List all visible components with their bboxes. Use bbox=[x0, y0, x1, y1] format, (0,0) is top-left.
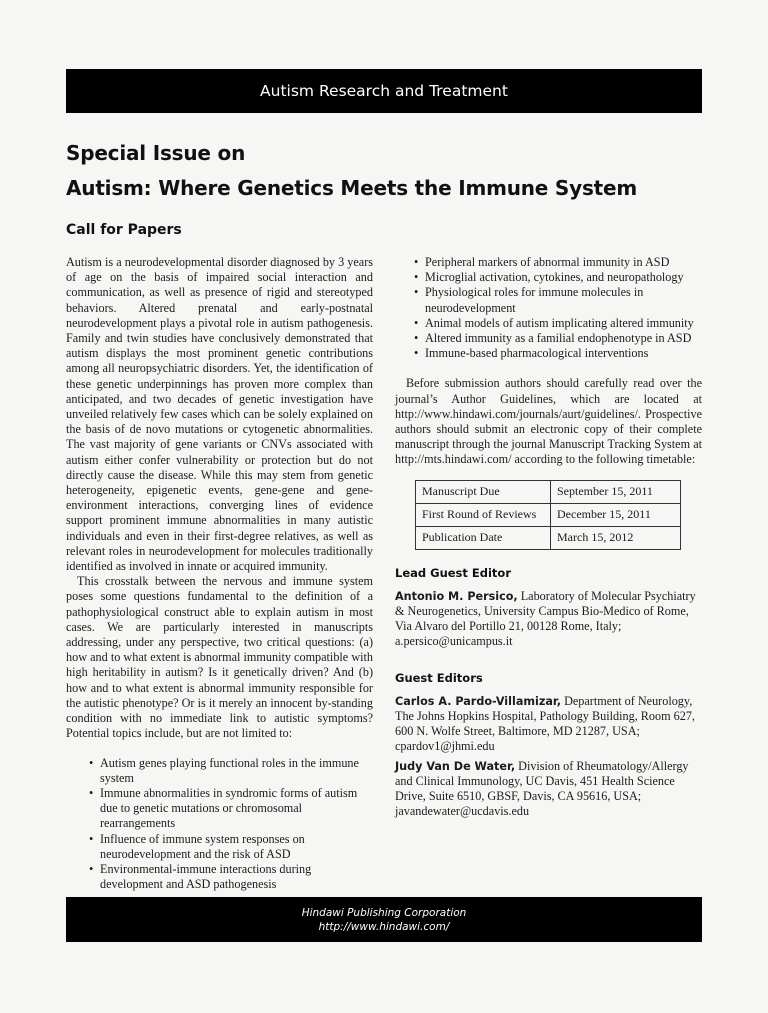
topic-list-left bbox=[100, 756, 373, 893]
editor-name: Carlos A. Pardo-Villamizar, bbox=[395, 694, 562, 708]
questions-paragraph: This crosstalk between the nervous and immune system poses some questions fundamental to the definition of a pathophysiological construct able to explain autism in most cases. We are particularly interested in manuscripts addressing, under any perspective, two critical questions: (a) how and to what extent is abnormal immunity compatible with high heritability in autism? Is it genetically driven? And (b) how and to what extent is abnormal immunity responsible for the autistic phenotype? Or is it merely an innocent by-standing condition with no immediate link to autistic symptoms? Potential topics include, but are not limited to: bbox=[66, 574, 373, 741]
timetable-label: First Round of Reviews bbox=[416, 503, 551, 526]
list-item: • Autism genes playing functional roles in the immune system bbox=[100, 756, 373, 786]
timetable-date: December 15, 2011 bbox=[551, 503, 681, 526]
lead-editor-entry bbox=[395, 589, 702, 650]
editor-details: Division of Rheumatology/Allergy and Clinical Immunology, UC Davis, 451 Health Science Drive, Suite 6510, GBSF, Davis, CA 95616, USA; javandewater@ucdavis.edu bbox=[395, 758, 689, 819]
guest-editor-entry bbox=[395, 759, 702, 820]
list-item: • Influence of immune system responses on neurodevelopment and the risk of ASD bbox=[100, 832, 373, 862]
lead-editor-heading: Lead Guest Editor bbox=[395, 565, 511, 580]
timetable-date: March 15, 2012 bbox=[551, 526, 681, 549]
issue-title-line2: Autism: Where Genetics Meets the Immune System bbox=[66, 176, 638, 200]
editor-name: Antonio M. Persico, bbox=[395, 589, 518, 603]
timetable-label: Manuscript Due bbox=[416, 480, 551, 503]
section-heading: Call for Papers bbox=[66, 222, 182, 238]
editor-details: Department of Neurology, The Johns Hopkins Hospital, Pathology Building, Room 627, 600 N. Wolfe Street, Baltimore, MD 21287, USA; cpardov1@jhmi.edu bbox=[395, 693, 695, 754]
topic-list-right bbox=[425, 255, 702, 361]
list-item: • Environmental-immune interactions during development and ASD pathogenesis bbox=[100, 862, 373, 892]
list-item: • Physiological roles for immune molecules in neurodevelopment bbox=[425, 285, 702, 315]
timetable bbox=[415, 480, 681, 550]
submission-paragraph: Before submission authors should carefully read over the journal’s Author Guidelines, which are located at http://www.hindawi.com/journals/aurt/guidelines/. Prospective authors should submit an electronic copy of their complete manuscript through the journal Manuscript Tracking System at http://mts.hindawi.com/ according to the following timetable: bbox=[395, 376, 702, 467]
left-column bbox=[66, 255, 373, 892]
guest-editors-heading: Guest Editors bbox=[395, 670, 483, 685]
issue-title bbox=[66, 136, 637, 206]
publisher-name: Hindawi Publishing Corporation bbox=[301, 907, 467, 919]
table-row bbox=[416, 480, 681, 503]
list-item: • Peripheral markers of abnormal immunity in ASD bbox=[425, 255, 702, 270]
intro-paragraph: Autism is a neurodevelopmental disorder diagnosed by 3 years of age on the basis of impaired social interaction and communication, as well as presence of rigid and stereotyped behaviors. Altered prenatal and early-postnatal neurodevelopment plays a pivotal role in autism pathogenesis. Family and twin studies have conclusively demonstrated that autism displays the most prominent genetic contributions among all neuropsychiatric disorders. Yet, the identification of these genetic underpinnings has proven more complex than anticipated, and two decades of genetic investigation have unveiled relatively few cases which can be solely explained on the basis of de novo mutations or cytogenetic abnormalities. The vast majority of gene variants or CNVs associated with autism either confer vulnerability or protection but do not directly cause the disease. While this may stem from genetic heterogeneity, epigenetic events, gene-gene and gene-environment interactions, converging lines of evidence support prominent immune abnormalities in many autistic individuals and even in their first-degree relatives, as well as relevant roles in neurodevelopment for molecules traditionally identified as involved in innate or acquired immunity. bbox=[66, 255, 373, 574]
list-item: • Immune abnormalities in syndromic forms of autism due to genetic mutations or chromosomal rearrangements bbox=[100, 786, 373, 832]
editor-name: Judy Van De Water, bbox=[395, 759, 516, 773]
guest-editor-entry bbox=[395, 694, 702, 755]
table-row bbox=[416, 526, 681, 549]
table-row bbox=[416, 503, 681, 526]
list-item: • Altered immunity as a familial endophenotype in ASD bbox=[425, 331, 702, 346]
list-item: • Microglial activation, cytokines, and neuropathology bbox=[425, 270, 702, 285]
issue-title-line1: Special Issue on bbox=[66, 141, 246, 165]
list-item: • Immune-based pharmacological interventions bbox=[425, 346, 702, 361]
editor-details: Laboratory of Molecular Psychiatry & Neurogenetics, University Campus Bio-Medico of Rome, Via Alvaro del Portillo 21, 00128 Rome, Italy; a.persico@unicampus.it bbox=[395, 588, 696, 649]
publisher-footer-band bbox=[66, 897, 702, 942]
right-column bbox=[395, 255, 702, 819]
journal-header-band bbox=[66, 69, 702, 113]
timetable-label: Publication Date bbox=[416, 526, 551, 549]
publisher-url: http://www.hindawi.com/ bbox=[318, 921, 450, 933]
journal-name: Autism Research and Treatment bbox=[260, 82, 508, 100]
timetable-date: September 15, 2011 bbox=[551, 480, 681, 503]
list-item: • Animal models of autism implicating altered immunity bbox=[425, 316, 702, 331]
